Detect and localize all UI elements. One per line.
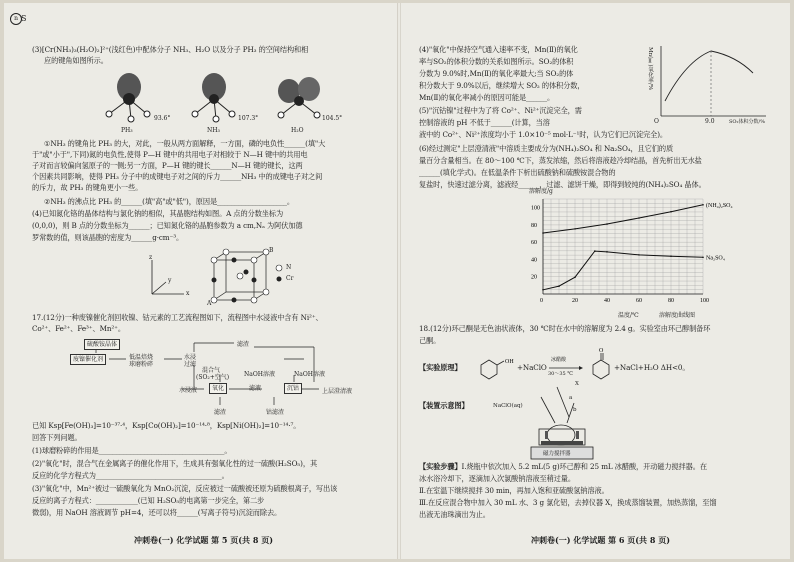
flow-naoh-1: NaOH溶液 xyxy=(244,371,275,378)
x-tick-label: 100 xyxy=(700,298,709,304)
q4-r3: 分数为 9.0%时,Mn(Ⅱ)的氧化率最大;当 SO₂的体 xyxy=(419,69,574,78)
q17-3-line3: 微弱)，用 NaOH 溶液调节 pH=4，还可以将______(写离子符号)沉淀而除去。 xyxy=(32,508,282,517)
h2o-angle: 104.5° xyxy=(322,115,343,122)
x-tick-label: 20 xyxy=(572,298,578,304)
y-tick-label: 80 xyxy=(531,222,537,229)
x-tick-label: 80 xyxy=(668,298,674,304)
y-tick-label: 40 xyxy=(531,257,537,264)
apparatus-label: 【装置示意图】 xyxy=(419,401,469,410)
oxidation-xlabel: SO₂体积分数/% xyxy=(729,119,765,125)
y-tick-label: 100 xyxy=(531,205,540,212)
flow-water-leach: 水浸 xyxy=(184,354,197,361)
axis-y: y xyxy=(168,277,172,284)
page-5 xyxy=(4,3,397,559)
page-5-footer: 冲刺卷(一) 化学试题 第 5 页(共 8 页) xyxy=(134,535,273,545)
cyclohexanone-ring xyxy=(587,350,617,380)
data-point xyxy=(638,217,640,219)
oxidation-curve xyxy=(665,51,753,101)
exam-sheet xyxy=(4,3,790,559)
steps-text-1: Ⅰ.烧瓶中依次加入 5.2 mL(5 g)环己醇和 25 mL 冰醋酸，开动磁力搅拌器。在 xyxy=(461,462,707,471)
q4-line1: (4)已知氮化铬的晶体结构与氯化钠的相似，其晶胞结构如图。A 点的分数坐标为 xyxy=(32,209,284,218)
reaction-catalyst: 冰醋酸 xyxy=(551,357,567,363)
q4-r4: 积分数大于 9.0%以后，继续增大 SO₂ 的体积分数， xyxy=(419,81,585,90)
solubility-xlabel: 温度/℃ xyxy=(618,312,639,319)
flow-mill: 球磨粉碎 xyxy=(129,361,154,368)
flow-filtrate: 滤液 xyxy=(249,385,262,392)
steps-line1 xyxy=(419,462,707,471)
h2o-label: H₂O xyxy=(291,127,304,134)
q3-line1: (3)[Cr(NH₃)₃(H₂O)₂]²⁺(浅红色)中配体分子 NH₃、H₂O 以及分子 PH₃ 的空间结构和相 xyxy=(32,45,309,54)
q17-2-line1: (2)"氧化"时，混合气在金属离子的催化作用下，生成具有强氧化性的过一硫酸(H₂SO₅)，其 xyxy=(32,459,318,468)
page-6 xyxy=(401,3,790,559)
steps-line2: 冰水浴冷却下，逐滴加入次氯酸钠溶液至稍过量。 xyxy=(419,474,575,483)
flow-roast: 低温焙烧 xyxy=(129,354,154,361)
steps-line4: Ⅲ.在反应混合物中加入 30 mL 水、3 g 氯化铝，去掉仪器 X，换成蒸馏装置，加热蒸馏，至馏 xyxy=(419,498,717,507)
flow-cobalt-precip: 沉钴 xyxy=(284,383,302,394)
q17-1: (1)球磨粉碎的作用是____________________________________。 xyxy=(32,446,232,455)
flow-waste-catalyst: 废镍催化剂 xyxy=(70,354,106,365)
data-point xyxy=(542,289,544,291)
molecule-structures xyxy=(99,69,359,129)
q17-3-line2: 反应的离子方程式：____________(已知 H₂SO₅的电离第一步完全，第二步 xyxy=(32,496,265,505)
q4-r2: 率与SO₂的体积分数的关系如图所示。SO₂的体积 xyxy=(419,57,574,66)
nh3-angle: 107.3° xyxy=(238,115,259,122)
data-point xyxy=(702,204,704,206)
steps-line5: 出液无油珠滴出为止。 xyxy=(419,510,490,519)
page-6-footer: 冲刺卷(一) 化学试题 第 6 页(共 8 页) xyxy=(531,535,670,545)
q3-1-line4: 个因素共同影响，使得 PH₃ 分子中的成键电子对之间的斥力______NH₃ 中的成键电子对之间 xyxy=(32,172,323,181)
data-point xyxy=(638,254,640,256)
cyclohexanol-ring xyxy=(481,360,497,379)
legend-n: N xyxy=(286,264,292,271)
apparatus-b: b xyxy=(573,407,577,413)
flow-residue: 滤渣 xyxy=(237,341,250,348)
q5-r8: 液中的 Co²⁺、Ni²⁺浓度均小于 1.0×10⁻⁵ mol·L⁻¹时，认为它们已沉淀完全)。 xyxy=(419,130,668,139)
axis-x: x xyxy=(186,290,190,297)
point-a: A xyxy=(207,300,212,307)
data-point xyxy=(594,250,596,252)
series-label: Na₂SO₄ xyxy=(706,255,725,262)
flow-supernatant: 上层澄清液 xyxy=(322,388,353,395)
flow-ammonium-sulfate: 硫酸铵晶体 xyxy=(84,339,120,350)
x-tick-label: 0 xyxy=(540,298,543,304)
x-tick-label: 40 xyxy=(604,298,610,304)
flow-cobalt-residue: 钴滤渣 xyxy=(266,409,285,416)
data-point xyxy=(606,223,608,225)
q3-line2: 应的键角如图所示。 xyxy=(44,56,108,65)
corner-letter: S xyxy=(21,14,27,23)
nh3-molecule xyxy=(192,73,235,122)
data-point xyxy=(670,255,672,257)
flow-naoh-2: NaOH溶液 xyxy=(294,371,325,378)
oxidation-peak-x: 9.0 xyxy=(705,118,715,125)
series-label: (NH₄)₂SO₄ xyxy=(706,202,733,209)
q18-line1: 18.(12分)环己酮是无色油状液体，30 ℃时在水中的溶解度为 2.4 g。实验室由环己醇制备环 xyxy=(419,324,711,333)
legend-cr: Cr xyxy=(286,275,294,282)
svg-text:O: O xyxy=(599,348,604,354)
data-point xyxy=(542,232,544,234)
data-point xyxy=(558,285,560,287)
flow-mixed-gas-formula: (SO₂+空气) xyxy=(196,374,230,381)
point-b: B xyxy=(269,247,274,254)
q17-3-line1: (3)"氧化"中，Mn²⁺被过一硫酸氧化为 MnO₂沉淀，反应被过一硫酸被还原为硫酸根离子，写出该 xyxy=(32,484,338,493)
y-tick-label: 20 xyxy=(531,274,537,281)
reaction-temp: 30～35 ℃ xyxy=(548,371,573,377)
apparatus-naclo: NaClO(aq) xyxy=(493,403,523,409)
data-point xyxy=(670,211,672,213)
flow-filter: 过滤 xyxy=(184,361,197,368)
ph3-label: PH₃ xyxy=(121,127,133,134)
y-tick-label: 60 xyxy=(531,240,537,247)
x-tick-label: 60 xyxy=(636,298,642,304)
data-point xyxy=(702,256,704,258)
solubility-chart xyxy=(521,193,761,308)
flow-leachate: 水浸液 xyxy=(179,387,198,394)
q4-r1: (4)"氧化"中保持空气通入速率不变，Mn(Ⅱ)的氧化 xyxy=(419,45,578,54)
data-point xyxy=(574,276,576,278)
solubility-ylabel: 溶解度/g xyxy=(529,188,553,195)
reaction-reagent: +NaClO xyxy=(517,363,547,372)
principle-label: 【实验原理】 xyxy=(419,363,462,372)
data-point xyxy=(574,228,576,230)
corner-badge: n xyxy=(10,13,22,25)
reaction-products: +NaCl+H₂O ΔH<0。 xyxy=(614,363,690,372)
flow-oxidation: 氧化 xyxy=(209,383,227,394)
answer-prompt: 回答下列问题。 xyxy=(32,433,82,442)
h2o-molecule xyxy=(278,77,320,118)
q6-r11: ______(填化学式)。在低温条件下析出硫酸钠和硫酸铵混合物的 xyxy=(419,168,616,177)
q6-r10: 量百分含量相当。在 80～100 ℃下，蒸发浓缩，然后将溶液趁冷却结晶，首先析出无水盐 xyxy=(419,156,702,165)
axis-z: z xyxy=(149,254,153,261)
ph3-angle: 93.6° xyxy=(154,115,171,122)
q4-line2: (0,0,0)，则 B 点的分数坐标为______；已知氮化铬的晶胞参数为 a cm,Nₐ 为阿伏加德 xyxy=(32,221,303,230)
ph3-molecule xyxy=(106,73,150,122)
q3-1-line5: 的斥力，故 PH₃ 的键角更小一些。 xyxy=(32,183,143,192)
ksp-line: 已知 Ksp[Fe(OH)₃]=10⁻³⁷·⁴，Ksp[Co(OH)₂]=10⁻¹⁴·⁸，Ksp[Ni(OH)₂]=10⁻¹⁴·⁷。 xyxy=(32,421,301,430)
q3-1-line1: ①NH₃ 的键角比 PH₃ 的大，对此，一般从两方面解释，一方面，磷的电负性______(填"大 xyxy=(44,139,326,148)
q6-r12: 复盐时，快速过滤分离，滤液经______，过滤、滤饼干燥，即得到较纯的(NH₄)₂SO₄ 晶体。 xyxy=(419,180,706,189)
apparatus-a: a xyxy=(569,395,573,401)
q3-2-line: ②NH₃ 的沸点比 PH₃ 的______(填"高"或"低")，原因是____________________。 xyxy=(44,197,295,206)
q18-line2: 己酮。 xyxy=(419,336,441,345)
svg-text:OH: OH xyxy=(505,359,514,365)
steps-label: 【实验步骤】 xyxy=(419,462,462,471)
q5-r7: 控制溶液的 pH 不低于______(计算，当溶 xyxy=(419,118,550,127)
q4-r5: Mn(Ⅱ)的氧化率减小的原因可能是______。 xyxy=(419,93,555,102)
magnetic-stirrer: 磁力搅拌器 xyxy=(543,451,571,457)
solubility-caption: 溶解度曲线图 xyxy=(659,312,696,319)
q5-r6: (5)"沉钴镍"过程中为了将 Co²⁺、Ni²⁺沉淀完全，需 xyxy=(419,106,582,115)
q6-r9: (6)经过测定"上层澄清液"中溶质主要成分为(NH₄)₂SO₄ 和 Na₂SO₄，且它们的质 xyxy=(419,144,674,153)
data-point xyxy=(606,251,608,253)
oxidation-ylabel: Mn(Ⅱ)氧化率/% xyxy=(647,47,653,91)
flow-residue-2: 滤渣 xyxy=(214,409,227,416)
q3-1-line2: 于"或"小于",下同)氮的电负性,使得 P—H 键中的共用电子对相较于 N—H 键中的共用电 xyxy=(32,150,308,159)
q17-2-line2: 反应的化学方程式为____________________________________。 xyxy=(32,471,229,480)
oxidation-rate-chart xyxy=(641,41,771,126)
flow-mixed-gas: 混合气 xyxy=(202,367,221,374)
steps-line3: Ⅱ.在室温下继续搅拌 30 min，再加入饱和亚硫酸氢钠溶液。 xyxy=(419,486,609,495)
nh3-label: NH₃ xyxy=(207,127,220,134)
oxidation-origin: O xyxy=(654,118,659,125)
q3-1-line3: 子对而言较偏向氢原子的一侧;另一方面，P—H 键的键长______N—H 键的键长，这两 xyxy=(32,161,303,170)
q4-line3: 罗常数的值，则该晶胞的密度为______g·cm⁻³。 xyxy=(32,233,184,242)
q17-line1: 17.(12分)一种废镍催化剂回收镍、钴元素的工艺流程图如下，流程图中水浸液中含有 Ni²⁺、 xyxy=(32,313,323,322)
apparatus-x: X xyxy=(575,381,579,387)
q17-line2: Co²⁺、Fe²⁺、Fe³⁺、Mn²⁺。 xyxy=(32,324,125,333)
